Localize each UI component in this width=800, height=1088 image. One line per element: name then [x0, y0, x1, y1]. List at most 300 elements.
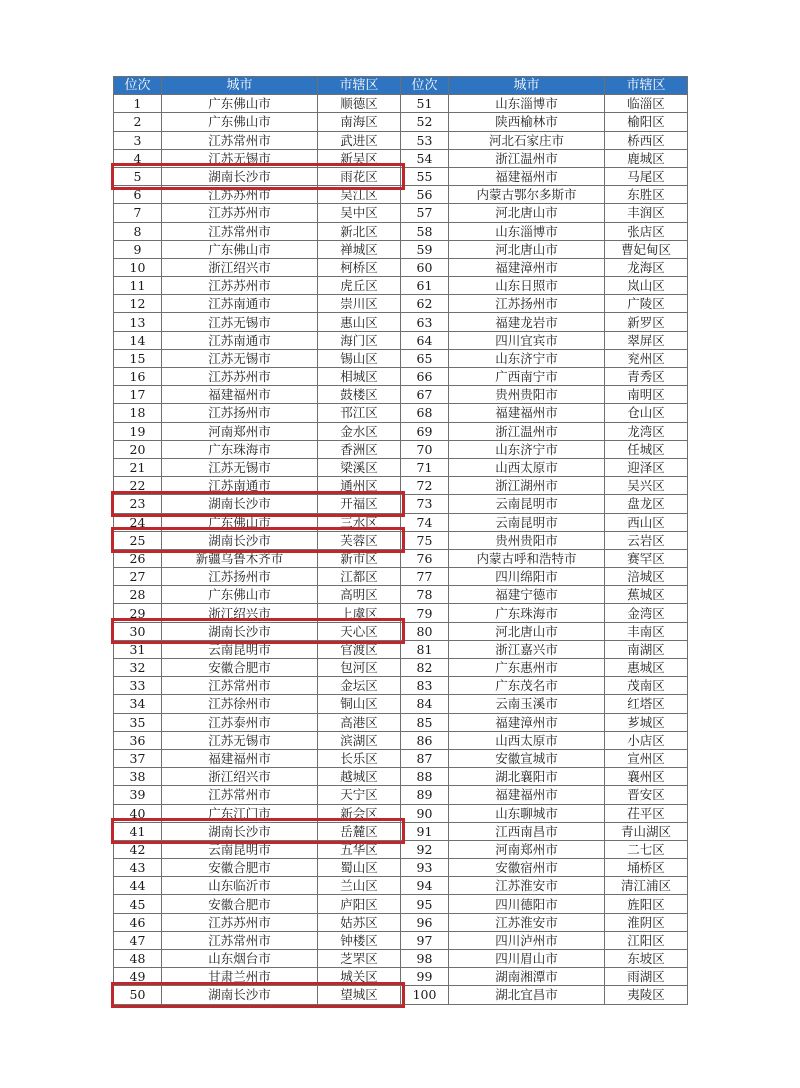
table-row — [114, 422, 688, 440]
city-cell: 山东淄博市 — [449, 95, 605, 113]
district-cell: 鹿城区 — [605, 149, 688, 167]
district-cell: 包河区 — [318, 659, 401, 677]
city-cell: 云南玉溪市 — [449, 695, 605, 713]
rank-cell: 6 — [114, 186, 162, 204]
city-cell: 山东济宁市 — [449, 349, 605, 367]
city-cell: 江苏常州市 — [162, 677, 318, 695]
city-cell: 江苏常州市 — [162, 222, 318, 240]
city-cell: 广东江门市 — [162, 804, 318, 822]
rank-cell: 20 — [114, 440, 162, 458]
district-cell: 龙海区 — [605, 258, 688, 276]
district-cell: 丰南区 — [605, 622, 688, 640]
district-cell: 高明区 — [318, 586, 401, 604]
city-cell: 江苏苏州市 — [162, 277, 318, 295]
city-cell: 新疆乌鲁木齐市 — [162, 549, 318, 567]
district-cell: 顺德区 — [318, 95, 401, 113]
header-city-left: 城市 — [162, 77, 318, 95]
city-cell: 云南昆明市 — [162, 640, 318, 658]
district-cell: 茌平区 — [605, 804, 688, 822]
rank-cell: 10 — [114, 258, 162, 276]
city-cell: 湖北宜昌市 — [449, 986, 605, 1004]
rank-cell: 58 — [401, 222, 449, 240]
rank-cell: 39 — [114, 786, 162, 804]
table-row — [114, 622, 688, 640]
district-cell: 吴兴区 — [605, 477, 688, 495]
rank-cell: 25 — [114, 531, 162, 549]
city-cell: 江苏常州市 — [162, 931, 318, 949]
district-cell: 红塔区 — [605, 695, 688, 713]
city-cell: 福建福州市 — [162, 749, 318, 767]
rank-cell: 99 — [401, 968, 449, 986]
district-cell: 武进区 — [318, 131, 401, 149]
rank-cell: 54 — [401, 149, 449, 167]
rank-cell: 88 — [401, 768, 449, 786]
city-cell: 山西太原市 — [449, 458, 605, 476]
district-cell: 海门区 — [318, 331, 401, 349]
city-cell: 四川泸州市 — [449, 931, 605, 949]
city-cell: 河北石家庄市 — [449, 131, 605, 149]
rank-cell: 37 — [114, 749, 162, 767]
city-cell: 山东聊城市 — [449, 804, 605, 822]
district-cell: 赛罕区 — [605, 549, 688, 567]
rank-cell: 87 — [401, 749, 449, 767]
city-cell: 江苏泰州市 — [162, 713, 318, 731]
district-cell: 埇桥区 — [605, 859, 688, 877]
table-row — [114, 458, 688, 476]
rank-cell: 86 — [401, 731, 449, 749]
rank-cell: 76 — [401, 549, 449, 567]
table-row — [114, 295, 688, 313]
city-cell: 福建漳州市 — [449, 713, 605, 731]
rank-cell: 83 — [401, 677, 449, 695]
district-cell: 金坛区 — [318, 677, 401, 695]
city-cell: 江苏南通市 — [162, 295, 318, 313]
city-cell: 山东济宁市 — [449, 440, 605, 458]
district-cell: 曹妃甸区 — [605, 240, 688, 258]
table-row — [114, 222, 688, 240]
city-cell: 湖南长沙市 — [162, 822, 318, 840]
district-cell: 金湾区 — [605, 604, 688, 622]
district-cell: 姑苏区 — [318, 913, 401, 931]
district-cell: 蕉城区 — [605, 586, 688, 604]
district-cell: 香洲区 — [318, 440, 401, 458]
city-cell: 贵州贵阳市 — [449, 531, 605, 549]
city-cell: 云南昆明市 — [449, 495, 605, 513]
rank-cell: 36 — [114, 731, 162, 749]
rank-cell: 30 — [114, 622, 162, 640]
district-cell: 东坡区 — [605, 950, 688, 968]
rank-cell: 29 — [114, 604, 162, 622]
rank-cell: 62 — [401, 295, 449, 313]
rank-cell: 85 — [401, 713, 449, 731]
rank-cell: 1 — [114, 95, 162, 113]
district-cell: 榆阳区 — [605, 113, 688, 131]
rank-cell: 74 — [401, 513, 449, 531]
district-cell: 三水区 — [318, 513, 401, 531]
district-cell: 吴江区 — [318, 186, 401, 204]
district-cell: 襄州区 — [605, 768, 688, 786]
city-cell: 广东佛山市 — [162, 113, 318, 131]
district-cell: 邗江区 — [318, 404, 401, 422]
city-cell: 河南郑州市 — [162, 422, 318, 440]
rank-cell: 23 — [114, 495, 162, 513]
city-cell: 内蒙古鄂尔多斯市 — [449, 186, 605, 204]
district-ranking-table — [113, 76, 688, 1005]
district-cell: 庐阳区 — [318, 895, 401, 913]
rank-cell: 27 — [114, 568, 162, 586]
city-cell: 江苏无锡市 — [162, 731, 318, 749]
rank-cell: 79 — [401, 604, 449, 622]
city-cell: 江苏扬州市 — [449, 295, 605, 313]
district-cell: 新罗区 — [605, 313, 688, 331]
city-cell: 福建福州市 — [449, 404, 605, 422]
table-row — [114, 786, 688, 804]
rank-cell: 93 — [401, 859, 449, 877]
rank-cell: 72 — [401, 477, 449, 495]
table-row — [114, 604, 688, 622]
district-cell: 晋安区 — [605, 786, 688, 804]
rank-cell: 11 — [114, 277, 162, 295]
rank-cell: 42 — [114, 840, 162, 858]
table-row — [114, 804, 688, 822]
rank-cell: 90 — [401, 804, 449, 822]
city-cell: 湖南湘潭市 — [449, 968, 605, 986]
rank-cell: 100 — [401, 986, 449, 1004]
table-row — [114, 913, 688, 931]
table-row — [114, 895, 688, 913]
table-row — [114, 331, 688, 349]
city-cell: 江苏南通市 — [162, 331, 318, 349]
district-cell: 兰山区 — [318, 877, 401, 895]
ranking-table-container — [113, 76, 687, 1005]
rank-cell: 48 — [114, 950, 162, 968]
table-row — [114, 477, 688, 495]
district-cell: 虎丘区 — [318, 277, 401, 295]
rank-cell: 73 — [401, 495, 449, 513]
district-cell: 鼓楼区 — [318, 386, 401, 404]
city-cell: 江苏扬州市 — [162, 568, 318, 586]
table-row — [114, 749, 688, 767]
district-cell: 桥西区 — [605, 131, 688, 149]
table-row — [114, 204, 688, 222]
district-cell: 青山湖区 — [605, 822, 688, 840]
city-cell: 云南昆明市 — [449, 513, 605, 531]
rank-cell: 96 — [401, 913, 449, 931]
table-row — [114, 877, 688, 895]
city-cell: 江苏苏州市 — [162, 186, 318, 204]
district-cell: 宣州区 — [605, 749, 688, 767]
district-cell: 滨湖区 — [318, 731, 401, 749]
district-cell: 雨花区 — [318, 167, 401, 185]
table-row — [114, 859, 688, 877]
rank-cell: 75 — [401, 531, 449, 549]
city-cell: 安徽宿州市 — [449, 859, 605, 877]
district-cell: 高港区 — [318, 713, 401, 731]
rank-cell: 5 — [114, 167, 162, 185]
rank-cell: 91 — [401, 822, 449, 840]
district-cell: 南明区 — [605, 386, 688, 404]
city-cell: 广东佛山市 — [162, 513, 318, 531]
table-row — [114, 131, 688, 149]
city-cell: 江苏苏州市 — [162, 913, 318, 931]
table-row — [114, 531, 688, 549]
header-district-right: 市辖区 — [605, 77, 688, 95]
table-row — [114, 349, 688, 367]
table-row — [114, 950, 688, 968]
city-cell: 浙江绍兴市 — [162, 604, 318, 622]
rank-cell: 94 — [401, 877, 449, 895]
district-cell: 东胜区 — [605, 186, 688, 204]
city-cell: 江苏徐州市 — [162, 695, 318, 713]
district-cell: 官渡区 — [318, 640, 401, 658]
district-cell: 钟楼区 — [318, 931, 401, 949]
rank-cell: 45 — [114, 895, 162, 913]
rank-cell: 59 — [401, 240, 449, 258]
table-row — [114, 822, 688, 840]
district-cell: 五华区 — [318, 840, 401, 858]
city-cell: 福建福州市 — [449, 786, 605, 804]
district-cell: 天宁区 — [318, 786, 401, 804]
district-cell: 新吴区 — [318, 149, 401, 167]
district-cell: 岳麓区 — [318, 822, 401, 840]
district-cell: 禅城区 — [318, 240, 401, 258]
city-cell: 河北唐山市 — [449, 622, 605, 640]
district-cell: 惠山区 — [318, 313, 401, 331]
city-cell: 江苏淮安市 — [449, 877, 605, 895]
district-cell: 临淄区 — [605, 95, 688, 113]
city-cell: 贵州贵阳市 — [449, 386, 605, 404]
district-cell: 柯桥区 — [318, 258, 401, 276]
rank-cell: 12 — [114, 295, 162, 313]
district-cell: 旌阳区 — [605, 895, 688, 913]
district-cell: 惠城区 — [605, 659, 688, 677]
rank-cell: 63 — [401, 313, 449, 331]
rank-cell: 92 — [401, 840, 449, 858]
city-cell: 江苏苏州市 — [162, 204, 318, 222]
district-cell: 金水区 — [318, 422, 401, 440]
table-row — [114, 513, 688, 531]
city-cell: 广东珠海市 — [162, 440, 318, 458]
city-cell: 江苏无锡市 — [162, 313, 318, 331]
table-row — [114, 495, 688, 513]
district-cell: 张店区 — [605, 222, 688, 240]
city-cell: 福建福州市 — [449, 167, 605, 185]
city-cell: 安徽合肥市 — [162, 859, 318, 877]
rank-cell: 98 — [401, 950, 449, 968]
district-cell: 长乐区 — [318, 749, 401, 767]
city-cell: 湖南长沙市 — [162, 622, 318, 640]
rank-cell: 95 — [401, 895, 449, 913]
table-row — [114, 95, 688, 113]
table-row — [114, 568, 688, 586]
rank-cell: 57 — [401, 204, 449, 222]
district-cell: 崇川区 — [318, 295, 401, 313]
district-cell: 夷陵区 — [605, 986, 688, 1004]
district-cell: 马尾区 — [605, 167, 688, 185]
rank-cell: 89 — [401, 786, 449, 804]
table-row — [114, 768, 688, 786]
table-row — [114, 258, 688, 276]
rank-cell: 38 — [114, 768, 162, 786]
rank-cell: 16 — [114, 368, 162, 386]
city-cell: 四川眉山市 — [449, 950, 605, 968]
city-cell: 河南郑州市 — [449, 840, 605, 858]
rank-cell: 4 — [114, 149, 162, 167]
table-row — [114, 731, 688, 749]
rank-cell: 33 — [114, 677, 162, 695]
rank-cell: 21 — [114, 458, 162, 476]
header-city-right: 城市 — [449, 77, 605, 95]
district-cell: 望城区 — [318, 986, 401, 1004]
table-row — [114, 167, 688, 185]
city-cell: 四川绵阳市 — [449, 568, 605, 586]
district-cell: 南海区 — [318, 113, 401, 131]
city-cell: 广东佛山市 — [162, 95, 318, 113]
rank-cell: 3 — [114, 131, 162, 149]
district-cell: 青秀区 — [605, 368, 688, 386]
city-cell: 江苏苏州市 — [162, 368, 318, 386]
district-cell: 越城区 — [318, 768, 401, 786]
district-cell: 岚山区 — [605, 277, 688, 295]
district-cell: 广陵区 — [605, 295, 688, 313]
district-cell: 龙湾区 — [605, 422, 688, 440]
district-cell: 兖州区 — [605, 349, 688, 367]
table-row — [114, 549, 688, 567]
rank-cell: 50 — [114, 986, 162, 1004]
rank-cell: 69 — [401, 422, 449, 440]
city-cell: 广东茂名市 — [449, 677, 605, 695]
district-cell: 新会区 — [318, 804, 401, 822]
rank-cell: 84 — [401, 695, 449, 713]
rank-cell: 7 — [114, 204, 162, 222]
rank-cell: 52 — [401, 113, 449, 131]
rank-cell: 66 — [401, 368, 449, 386]
rank-cell: 78 — [401, 586, 449, 604]
city-cell: 安徽合肥市 — [162, 659, 318, 677]
table-row — [114, 659, 688, 677]
rank-cell: 14 — [114, 331, 162, 349]
city-cell: 江苏无锡市 — [162, 349, 318, 367]
district-cell: 涪城区 — [605, 568, 688, 586]
rank-cell: 46 — [114, 913, 162, 931]
district-cell: 仓山区 — [605, 404, 688, 422]
header-rank-left: 位次 — [114, 77, 162, 95]
city-cell: 浙江绍兴市 — [162, 258, 318, 276]
city-cell: 安徽合肥市 — [162, 895, 318, 913]
city-cell: 山东临沂市 — [162, 877, 318, 895]
rank-cell: 22 — [114, 477, 162, 495]
rank-cell: 64 — [401, 331, 449, 349]
city-cell: 湖南长沙市 — [162, 167, 318, 185]
rank-cell: 60 — [401, 258, 449, 276]
city-cell: 江苏南通市 — [162, 477, 318, 495]
district-cell: 翠屏区 — [605, 331, 688, 349]
city-cell: 山东烟台市 — [162, 950, 318, 968]
rank-cell: 40 — [114, 804, 162, 822]
rank-cell: 51 — [401, 95, 449, 113]
district-cell: 上虞区 — [318, 604, 401, 622]
rank-cell: 56 — [401, 186, 449, 204]
city-cell: 山东淄博市 — [449, 222, 605, 240]
rank-cell: 77 — [401, 568, 449, 586]
rank-cell: 44 — [114, 877, 162, 895]
city-cell: 浙江湖州市 — [449, 477, 605, 495]
district-cell: 吴中区 — [318, 204, 401, 222]
city-cell: 浙江温州市 — [449, 422, 605, 440]
table-row — [114, 240, 688, 258]
table-row — [114, 313, 688, 331]
city-cell: 陕西榆林市 — [449, 113, 605, 131]
table-row — [114, 113, 688, 131]
city-cell: 河北唐山市 — [449, 240, 605, 258]
city-cell: 江西南昌市 — [449, 822, 605, 840]
city-cell: 广东惠州市 — [449, 659, 605, 677]
rank-cell: 82 — [401, 659, 449, 677]
district-cell: 南湖区 — [605, 640, 688, 658]
city-cell: 江苏常州市 — [162, 786, 318, 804]
city-cell: 山东日照市 — [449, 277, 605, 295]
rank-cell: 49 — [114, 968, 162, 986]
district-cell: 西山区 — [605, 513, 688, 531]
table-row — [114, 368, 688, 386]
rank-cell: 71 — [401, 458, 449, 476]
header-rank-right: 位次 — [401, 77, 449, 95]
district-cell: 芗城区 — [605, 713, 688, 731]
district-cell: 梁溪区 — [318, 458, 401, 476]
table-row — [114, 149, 688, 167]
district-cell: 迎泽区 — [605, 458, 688, 476]
rank-cell: 31 — [114, 640, 162, 658]
city-cell: 广东珠海市 — [449, 604, 605, 622]
table-row — [114, 695, 688, 713]
rank-cell: 8 — [114, 222, 162, 240]
city-cell: 江苏扬州市 — [162, 404, 318, 422]
city-cell: 江苏无锡市 — [162, 149, 318, 167]
rank-cell: 41 — [114, 822, 162, 840]
city-cell: 内蒙古呼和浩特市 — [449, 549, 605, 567]
city-cell: 福建漳州市 — [449, 258, 605, 276]
city-cell: 安徽宣城市 — [449, 749, 605, 767]
city-cell: 福建宁德市 — [449, 586, 605, 604]
city-cell: 甘肃兰州市 — [162, 968, 318, 986]
rank-cell: 61 — [401, 277, 449, 295]
rank-cell: 24 — [114, 513, 162, 531]
city-cell: 广东佛山市 — [162, 240, 318, 258]
rank-cell: 47 — [114, 931, 162, 949]
district-cell: 相城区 — [318, 368, 401, 386]
rank-cell: 34 — [114, 695, 162, 713]
table-row — [114, 713, 688, 731]
table-row — [114, 968, 688, 986]
city-cell: 四川德阳市 — [449, 895, 605, 913]
district-cell: 江都区 — [318, 568, 401, 586]
district-cell: 锡山区 — [318, 349, 401, 367]
rank-cell: 80 — [401, 622, 449, 640]
city-cell: 浙江绍兴市 — [162, 768, 318, 786]
city-cell: 湖南长沙市 — [162, 986, 318, 1004]
district-cell: 淮阴区 — [605, 913, 688, 931]
district-cell: 雨湖区 — [605, 968, 688, 986]
rank-cell: 13 — [114, 313, 162, 331]
rank-cell: 15 — [114, 349, 162, 367]
district-cell: 茂南区 — [605, 677, 688, 695]
district-cell: 新市区 — [318, 549, 401, 567]
rank-cell: 43 — [114, 859, 162, 877]
table-row — [114, 586, 688, 604]
district-cell: 芝罘区 — [318, 950, 401, 968]
city-cell: 广西南宁市 — [449, 368, 605, 386]
rank-cell: 97 — [401, 931, 449, 949]
